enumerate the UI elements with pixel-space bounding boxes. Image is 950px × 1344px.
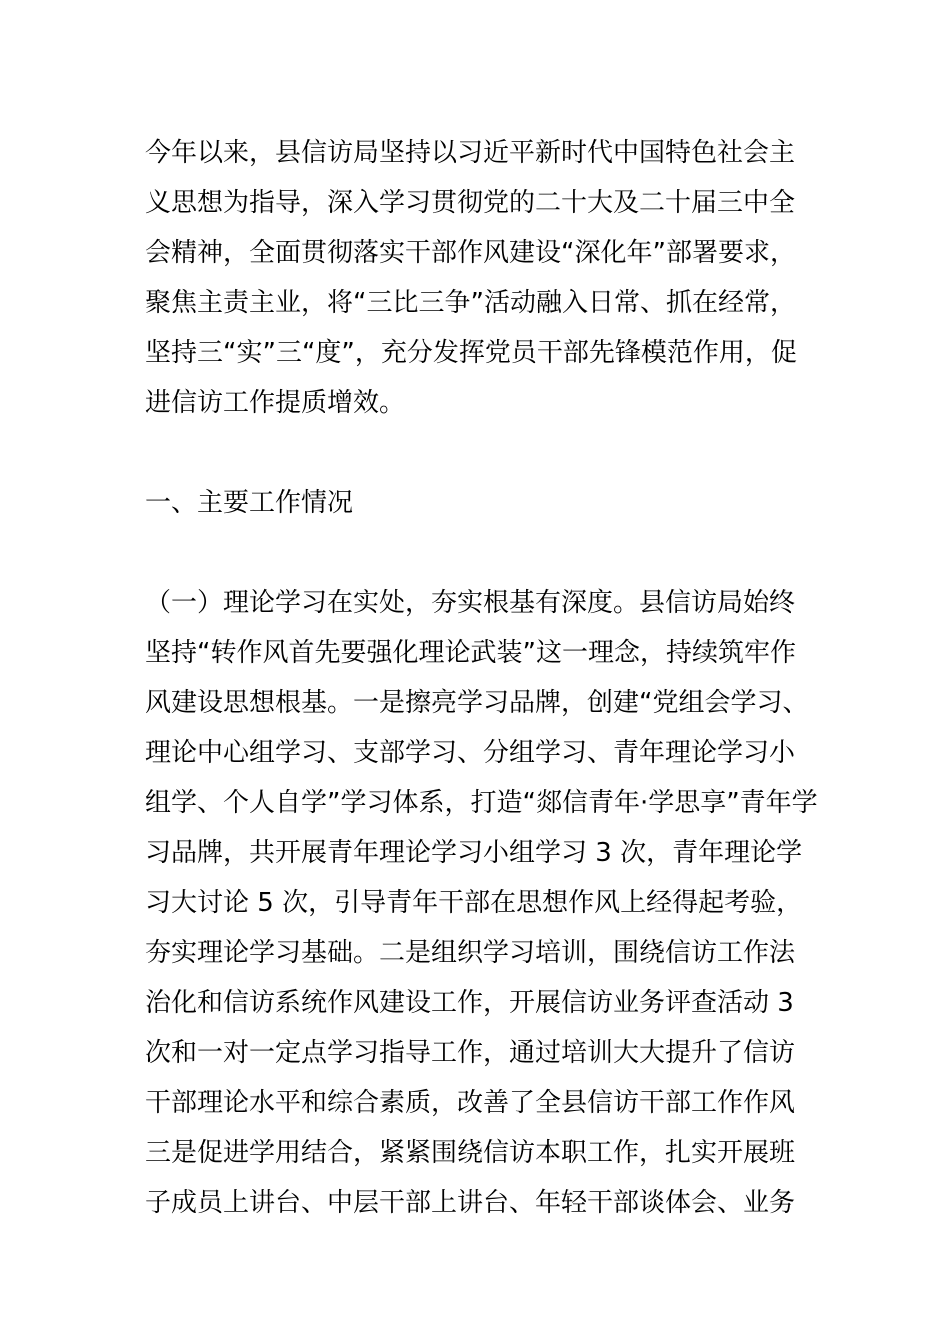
section-1-paragraph [145,578,818,1228]
text-line: 组学、个人自学”学习体系，打造“郯信青年·学思享”青年学 [145,788,818,818]
text-line: 今年以来，县信访局坚持以习近平新时代中国特色社会主 [145,138,796,168]
section-heading: 一、主要工作情况 [145,488,354,518]
text-line: 义思想为指导，深入学习贯彻党的二十大及二十届三中全 [145,188,796,218]
text-line: 子成员上讲台、中层干部上讲台、年轻干部谈体会、业务 [145,1188,796,1218]
paragraph-gap [145,528,810,578]
text-line: 坚持“转作风首先要强化理论武装”这一理念，持续筑牢作 [145,638,796,668]
text-line: 干部理论水平和综合素质，改善了全县信访干部工作作风 [145,1088,796,1118]
intro-paragraph [145,128,810,428]
text-line: 夯实理论学习基础。二是组织学习培训，围绕信访工作法 [145,938,796,968]
text-line: 习大讨论 5 次，引导青年干部在思想作风上经得起考验， [145,888,803,918]
text-line: （一）理论学习在实处，夯实根基有深度。县信访局始终 [145,588,796,618]
text-line: 进信访工作提质增效。 [145,388,406,418]
text-line: 聚焦主责主业，将“三比三争”活动融入日常、抓在经常， [145,288,796,318]
text-line: 会精神，全面贯彻落实干部作风建设“深化年”部署要求， [145,238,796,268]
text-line: 三是促进学用结合，紧紧围绕信访本职工作，扎实开展班 [145,1138,796,1168]
text-line: 习品牌，共开展青年理论学习小组学习 3 次，青年理论学 [145,838,803,868]
text-line: 理论中心组学习、支部学习、分组学习、青年理论学习小 [145,738,796,768]
text-line: 风建设思想根基。一是擦亮学习品牌，创建“党组会学习、 [145,688,809,718]
text-line: 次和一对一定点学习指导工作，通过培训大大提升了信访 [145,1038,796,1068]
document-page [145,128,818,1228]
text-line: 坚持三“实”三“度”，充分发挥党员干部先锋模范作用，促 [145,338,797,368]
paragraph-gap [145,428,810,478]
text-line: 治化和信访系统作风建设工作，开展信访业务评查活动 3 [145,988,794,1018]
